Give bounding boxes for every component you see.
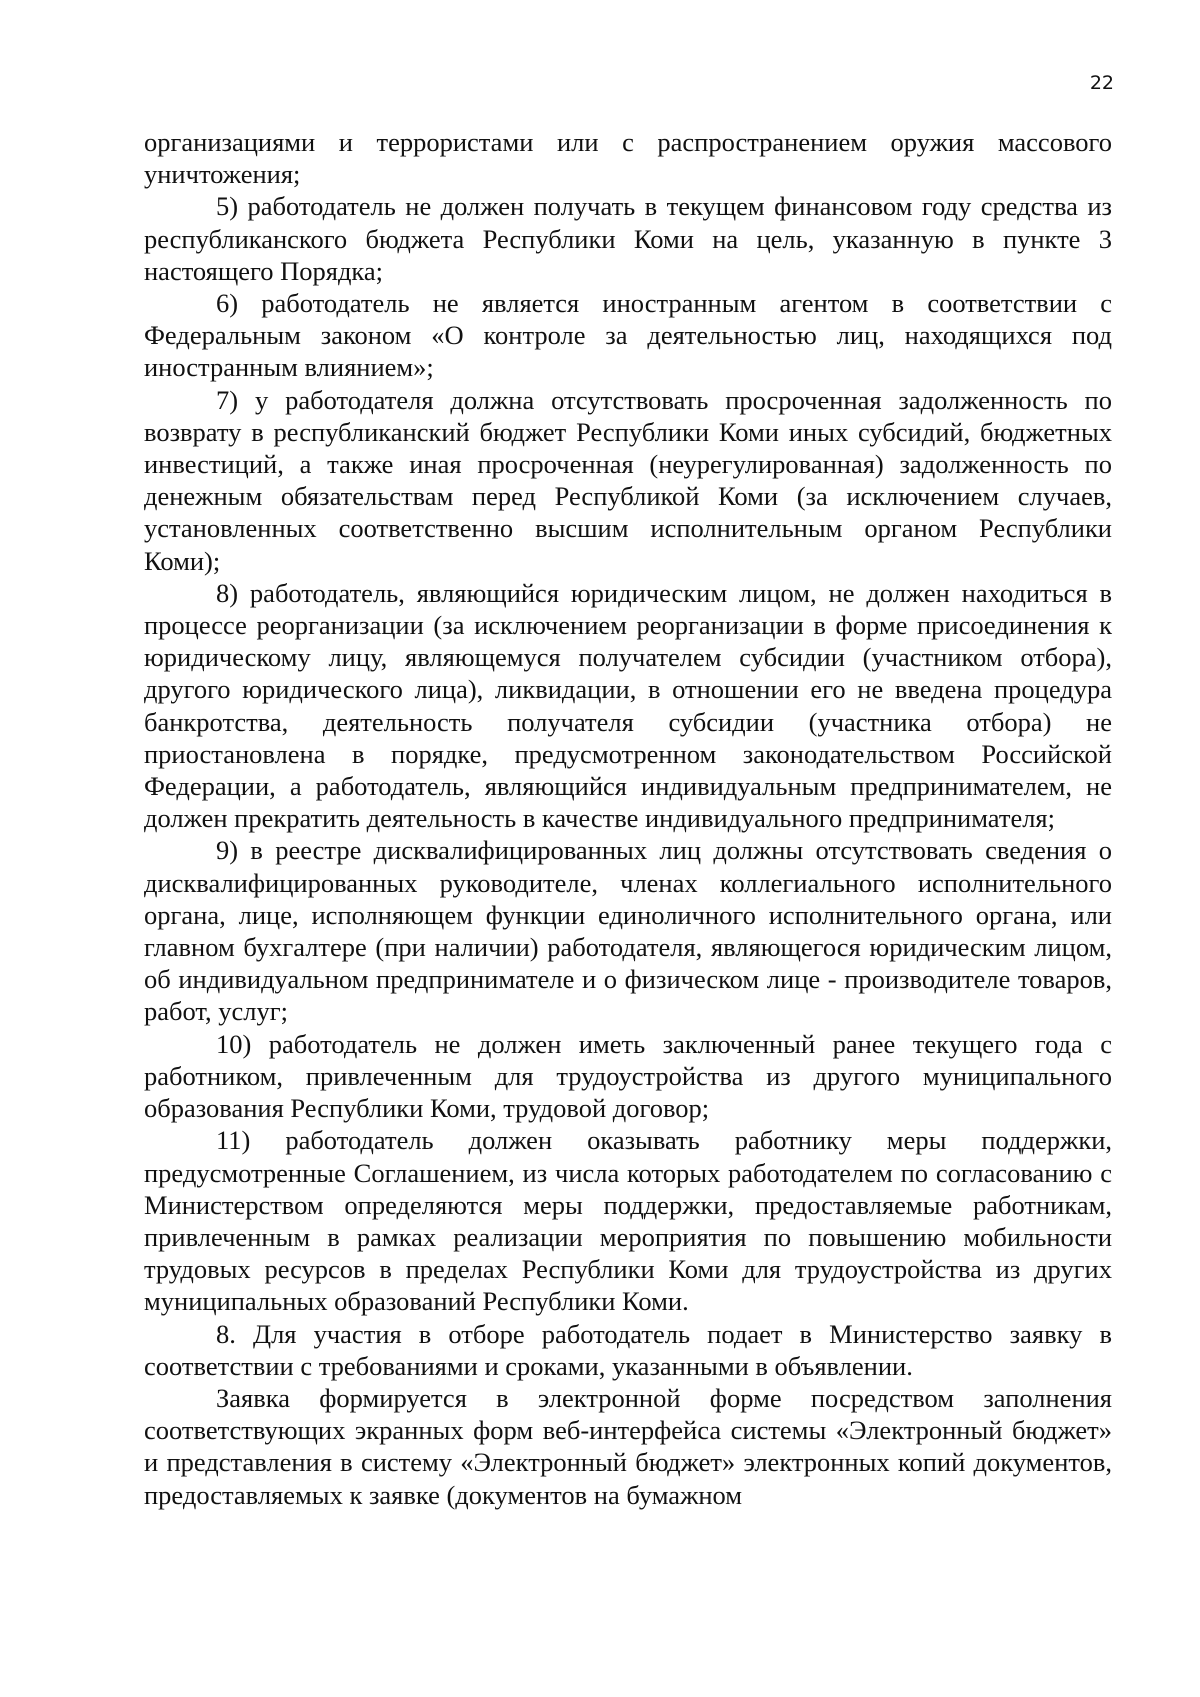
paragraph-item-10: 10) работодатель не должен иметь заключенный ранее текущего года с работником, привлеченным для трудоустройства из другого муниципального образования Республики Коми, трудовой договор; (144, 1028, 1112, 1124)
paragraph-item-7: 7) у работодателя должна отсутствовать просроченная задолженность по возврату в республиканский бюджет Республики Коми иных субсидий, бюджетных инвестиций, а также иная просроченная (неурегулированная) задолженность по денежным обязательствам перед Республикой Коми (за исключением случаев, установленных соответственно высшим исполнительным органом Республики Коми); (144, 384, 1112, 576)
paragraph-application: Заявка формируется в электронной форме посредством заполнения соответствующих экранных форм веб-интерфейса системы «Электронный бюджет» и представления в систему «Электронный бюджет» электронных копий документов, предоставляемых к заявке (документов на бумажном (144, 1382, 1112, 1510)
paragraph-clause-8: 8. Для участия в отборе работодатель подает в Министерство заявку в соответствии с требованиями и сроками, указанными в объявлении. (144, 1318, 1112, 1381)
paragraph-item-6: 6) работодатель не является иностранным агентом в соответствии с Федеральным законом «О контроле за деятельностью лиц, находящихся под иностранным влиянием»; (144, 288, 1112, 383)
paragraph-item-9: 9) в реестре дисквалифицированных лиц должны отсутствовать сведения о дисквалифицированных руководителе, членах коллегиального исполнительного органа, лице, исполняющем функции единоличного исполнительного органа, или главном бухгалтере (при наличии) работодателя, являющегося юридическим лицом, об индивидуальном предпринимателе и о физическом лице - производителе товаров, работ, услуг; (144, 835, 1112, 1027)
document-body (144, 126, 1112, 1511)
paragraph-item-8: 8) работодатель, являющийся юридическим лицом, не должен находиться в процессе реорганизации (за исключением реорганизации в форме присоединения к юридическому лицу, являющемуся получателем субсидии (участником отбора), другого юридического лица), ликвидации, в отношении его не введена процедура банкротства, деятельность получателя субсидии (участника отбора) не приостановлена в порядке, предусмотренном законодательством Российской Федерации, а работодатель, являющийся индивидуальным предпринимателем, не должен прекратить деятельность в качестве индивидуального предпринимателя; (144, 577, 1112, 834)
page-number: 22 (1089, 72, 1114, 94)
paragraph-continuation: организациями и террористами или с распространением оружия массового уничтожения; (144, 127, 1112, 190)
paragraph-item-11: 11) работодатель должен оказывать работнику меры поддержки, предусмотренные Соглашением, из числа которых работодателем по согласованию с Министерством определяются меры поддержки, предоставляемые работникам, привлеченным в рамках реализации мероприятия по повышению мобильности трудовых ресурсов в пределах Республики Коми для трудоустройства из других муниципальных образований Республики Коми. (144, 1125, 1112, 1317)
paragraph-item-5: 5) работодатель не должен получать в текущем финансовом году средства из республиканского бюджета Республики Коми на цель, указанную в пункте 3 настоящего Порядка; (144, 191, 1112, 286)
